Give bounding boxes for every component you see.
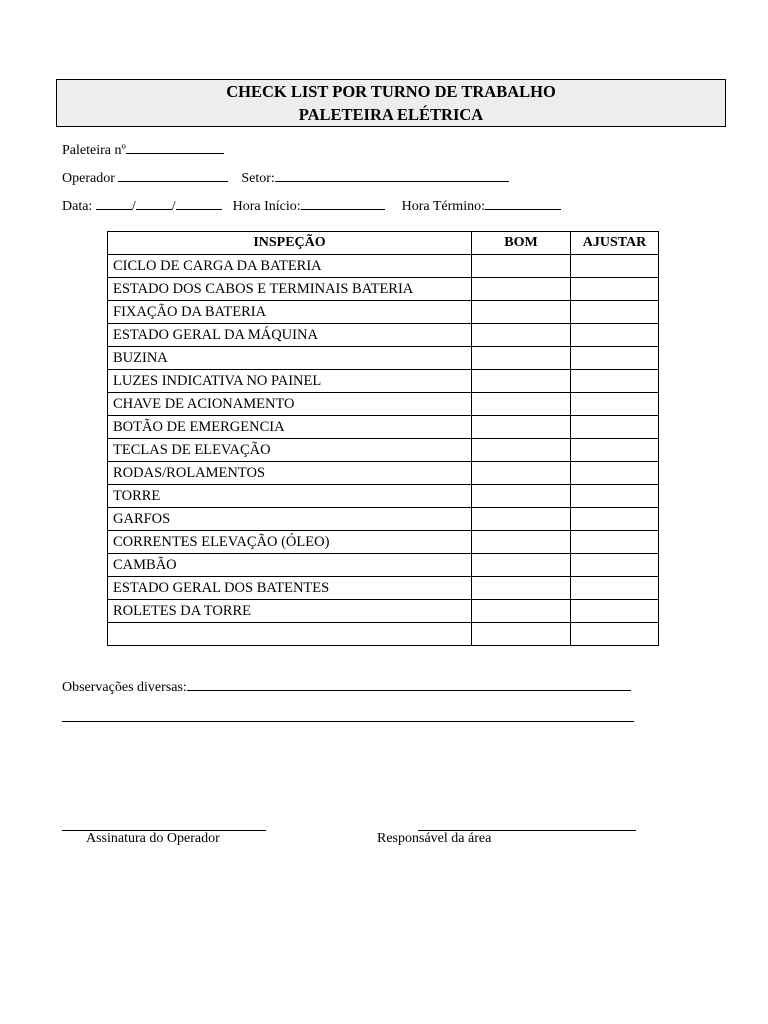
- ajustar-checkbox-cell[interactable]: [571, 370, 659, 393]
- hora-inicio-blank[interactable]: [301, 195, 385, 210]
- table-header-row: [108, 232, 659, 255]
- data-year-blank[interactable]: [176, 195, 222, 210]
- ajustar-checkbox-cell[interactable]: [571, 485, 659, 508]
- ajustar-checkbox-cell[interactable]: [571, 554, 659, 577]
- bom-checkbox-cell[interactable]: [472, 508, 571, 531]
- hora-termino-label: Hora Término:: [401, 199, 485, 214]
- inspection-item: CHAVE DE ACIONAMENTO: [108, 393, 472, 416]
- inspection-item: CORRENTES ELEVAÇÃO (ÓLEO): [108, 531, 472, 554]
- bom-checkbox-cell[interactable]: [472, 416, 571, 439]
- bom-checkbox-cell[interactable]: [472, 577, 571, 600]
- ajustar-checkbox-cell[interactable]: [571, 600, 659, 623]
- paleteira-label: Paleteira nº: [62, 143, 126, 158]
- setor-blank[interactable]: [275, 167, 509, 182]
- ajustar-checkbox-cell[interactable]: [571, 531, 659, 554]
- operador-blank[interactable]: [118, 167, 228, 182]
- header-inspecao: INSPEÇÃO: [108, 232, 472, 255]
- data-hora-field: [62, 195, 561, 215]
- paleteira-field: [62, 139, 224, 159]
- table-row: [108, 324, 659, 347]
- table-row: [108, 462, 659, 485]
- bom-checkbox-cell[interactable]: [472, 255, 571, 278]
- data-sep2: /: [171, 199, 176, 214]
- table-row: [108, 577, 659, 600]
- inspection-item: BOTÃO DE EMERGENCIA: [108, 416, 472, 439]
- table-row: [108, 508, 659, 531]
- table-row: [108, 301, 659, 324]
- inspection-item: ROLETES DA TORRE: [108, 600, 472, 623]
- ajustar-checkbox-cell[interactable]: [571, 623, 659, 646]
- form-header: [56, 79, 726, 127]
- bom-checkbox-cell[interactable]: [472, 531, 571, 554]
- hora-inicio-label: Hora Início:: [232, 199, 301, 214]
- table-row: [108, 416, 659, 439]
- inspection-item: FIXAÇÃO DA BATERIA: [108, 301, 472, 324]
- observations-field: [62, 676, 631, 696]
- ajustar-checkbox-cell[interactable]: [571, 577, 659, 600]
- inspection-item: GARFOS: [108, 508, 472, 531]
- ajustar-checkbox-cell[interactable]: [571, 347, 659, 370]
- observations-blank-2[interactable]: [62, 721, 634, 722]
- observations-blank-1[interactable]: [187, 676, 631, 691]
- inspection-item: CICLO DE CARGA DA BATERIA: [108, 255, 472, 278]
- table-row: [108, 347, 659, 370]
- inspection-item: [108, 623, 472, 646]
- ajustar-checkbox-cell[interactable]: [571, 278, 659, 301]
- ajustar-checkbox-cell[interactable]: [571, 301, 659, 324]
- bom-checkbox-cell[interactable]: [472, 600, 571, 623]
- inspection-item: BUZINA: [108, 347, 472, 370]
- bom-checkbox-cell[interactable]: [472, 439, 571, 462]
- bom-checkbox-cell[interactable]: [472, 301, 571, 324]
- inspection-item: CAMBÃO: [108, 554, 472, 577]
- table-row: [108, 554, 659, 577]
- form-title: CHECK LIST POR TURNO DE TRABALHO: [226, 82, 556, 101]
- operador-label: Operador: [62, 171, 115, 186]
- setor-label: Setor:: [241, 171, 275, 186]
- table-row: [108, 531, 659, 554]
- observations-label: Observações diversas:: [62, 680, 187, 695]
- ajustar-checkbox-cell[interactable]: [571, 416, 659, 439]
- inspection-item: RODAS/ROLAMENTOS: [108, 462, 472, 485]
- ajustar-checkbox-cell[interactable]: [571, 462, 659, 485]
- bom-checkbox-cell[interactable]: [472, 393, 571, 416]
- data-sep1: /: [131, 199, 136, 214]
- bom-checkbox-cell[interactable]: [472, 485, 571, 508]
- table-row: [108, 439, 659, 462]
- data-label: Data:: [62, 199, 93, 214]
- table-row: [108, 623, 659, 646]
- table-row: [108, 393, 659, 416]
- table-row: [108, 255, 659, 278]
- form-subtitle: PALETEIRA ELÉTRICA: [298, 105, 484, 124]
- operador-setor-field: [62, 167, 509, 187]
- paleteira-blank[interactable]: [126, 139, 224, 154]
- bom-checkbox-cell[interactable]: [472, 324, 571, 347]
- inspection-item: ESTADO DOS CABOS E TERMINAIS BATERIA: [108, 278, 472, 301]
- bom-checkbox-cell[interactable]: [472, 462, 571, 485]
- area-signature-label: Responsável da área: [377, 831, 492, 846]
- table-row: [108, 278, 659, 301]
- operator-signature-label: Assinatura do Operador: [86, 831, 220, 846]
- table-row: [108, 370, 659, 393]
- inspection-item: TECLAS DE ELEVAÇÃO: [108, 439, 472, 462]
- data-day-blank[interactable]: [96, 195, 132, 210]
- ajustar-checkbox-cell[interactable]: [571, 255, 659, 278]
- ajustar-checkbox-cell[interactable]: [571, 508, 659, 531]
- header-ajustar: AJUSTAR: [571, 232, 659, 255]
- ajustar-checkbox-cell[interactable]: [571, 393, 659, 416]
- inspection-item: TORRE: [108, 485, 472, 508]
- bom-checkbox-cell[interactable]: [472, 347, 571, 370]
- bom-checkbox-cell[interactable]: [472, 623, 571, 646]
- inspection-item: LUZES INDICATIVA NO PAINEL: [108, 370, 472, 393]
- table-row: [108, 485, 659, 508]
- inspection-table: [107, 231, 659, 646]
- bom-checkbox-cell[interactable]: [472, 554, 571, 577]
- ajustar-checkbox-cell[interactable]: [571, 324, 659, 347]
- hora-termino-blank[interactable]: [485, 195, 561, 210]
- inspection-item: ESTADO GERAL DOS BATENTES: [108, 577, 472, 600]
- bom-checkbox-cell[interactable]: [472, 278, 571, 301]
- header-bom: BOM: [472, 232, 571, 255]
- data-month-blank[interactable]: [136, 195, 172, 210]
- ajustar-checkbox-cell[interactable]: [571, 439, 659, 462]
- bom-checkbox-cell[interactable]: [472, 370, 571, 393]
- table-row: [108, 600, 659, 623]
- inspection-item: ESTADO GERAL DA MÁQUINA: [108, 324, 472, 347]
